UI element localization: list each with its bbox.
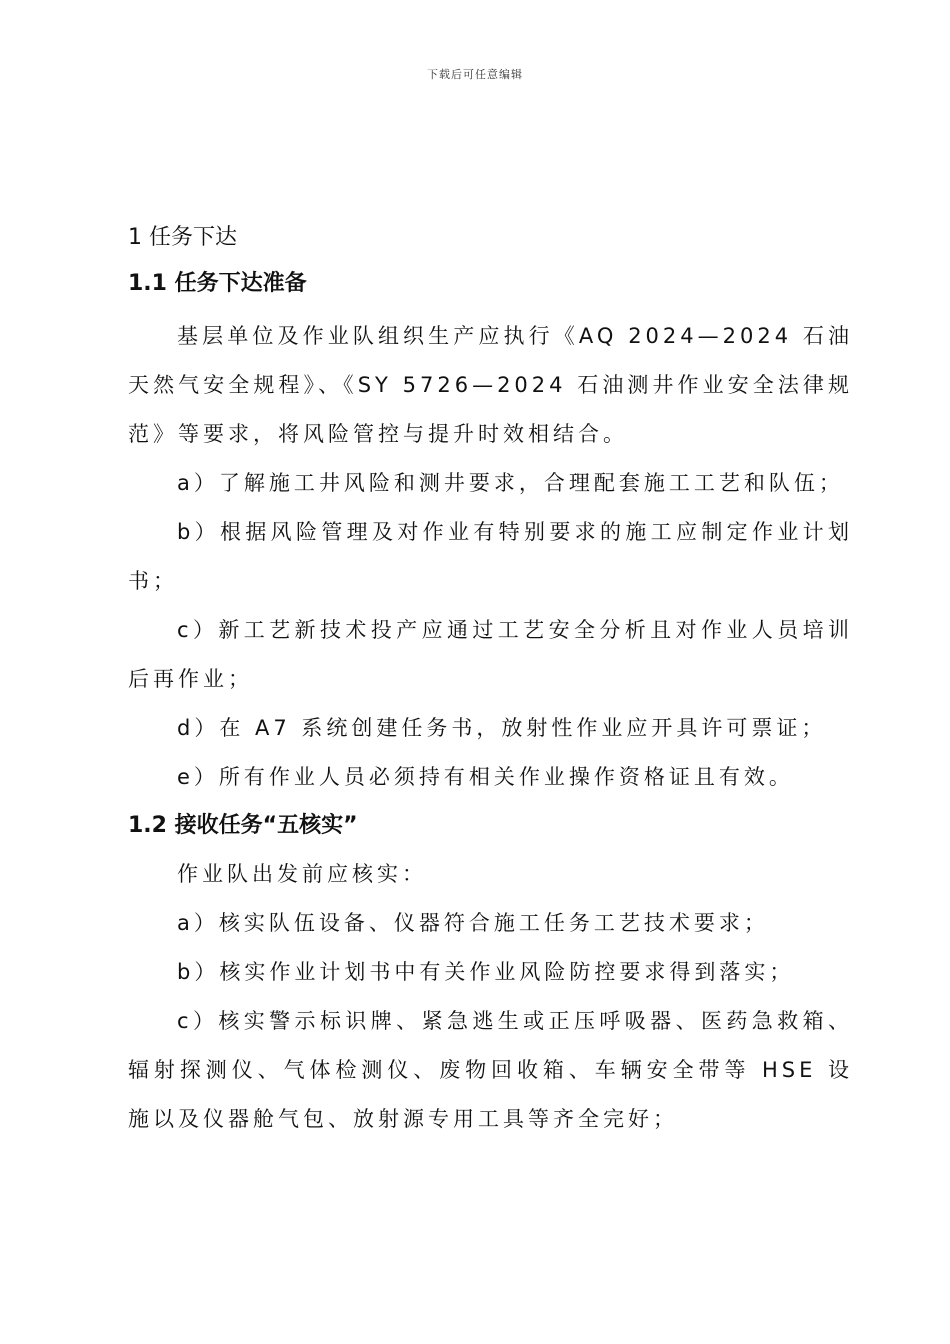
heading-task-issuance: 1 任务下达 [128,225,237,250]
document-body [128,218,853,1144]
list-item: b）核实作业计划书中有关作业风险防控要求得到落实； [177,960,795,984]
list-item: d）在 A7 系统创建任务书，放射性作业应开具许可票证； [177,716,827,740]
section-1-1-intro: 基层单位及作业队组织生产应执行《AQ 2024—2024 石油天然气安全规程》、《SY 5726—2024 石油测井作业安全法律规范》等要求，将风险管控与提升时效相结合。 [128,324,853,446]
section-1-2-intro: 作业队出发前应核实： [177,862,427,886]
section-title-1-2: 1.2 接收任务“五核实” [128,813,358,838]
list-item: a）核实队伍设备、仪器符合施工任务工艺技术要求； [177,911,769,935]
page-header-note: 下载后可任意编辑 [427,68,523,81]
section-title-1-1: 1.1 任务下达准备 [128,271,307,296]
list-item: c）新工艺新技术投产应通过工艺安全分析且对作业人员培训后再作业； [128,618,853,691]
list-item: e）所有作业人员必须持有相关作业操作资格证且有效。 [177,765,794,789]
list-item: a）了解施工井风险和测井要求，合理配套施工工艺和队伍； [177,471,844,495]
list-item: b）根据风险管理及对作业有特别要求的施工应制定作业计划书； [128,520,853,593]
list-item: c）核实警示标识牌、紧急逃生或正压呼吸器、医药急救箱、辐射探测仪、气体检测仪、废物回收箱、车辆安全带等 HSE 设施以及仪器舱气包、放射源专用工具等齐全完好； [128,1009,853,1131]
